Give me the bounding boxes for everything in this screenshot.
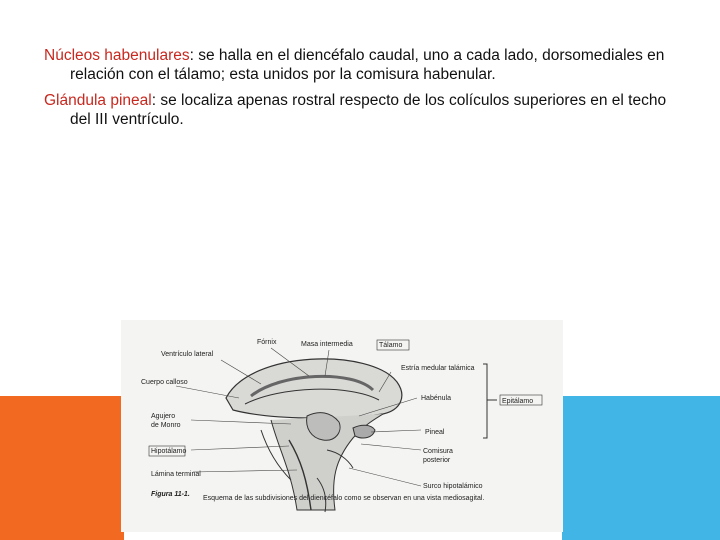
- diencephalon-figure: [121, 320, 563, 532]
- label-agujero: Agujero: [151, 413, 176, 420]
- figure-caption-label: Figura 11-1.: [151, 491, 190, 498]
- text-block: [44, 46, 684, 136]
- label-estria: Estría medular talámica: [401, 365, 475, 372]
- paragraph-pineal-text: : se localiza apenas rostral respecto de los colículos superiores en el techo del III ventrículo.: [70, 92, 667, 128]
- blue-accent-block: [562, 396, 720, 540]
- label-epitalamo: Epitálamo: [502, 398, 534, 405]
- figure-caption-text: Esquema de las subdivisiones del diencéfalo como se observan en una vista mediosagital.: [203, 495, 485, 502]
- term-pineal: Glándula pineal: [44, 92, 152, 109]
- label-de-monro: de Monro: [151, 422, 181, 429]
- label-pineal: Pineal: [425, 429, 445, 436]
- paragraph-pineal: [44, 91, 684, 129]
- paragraph-habenular: [44, 46, 684, 84]
- paragraph-habenular-text: : se halla en el diencéfalo caudal, uno a cada lado, dorsomediales en relación con el tálamo; esta unidos por la comisura habenular.: [70, 47, 665, 83]
- label-habenula: Habénula: [421, 395, 451, 402]
- label-posterior: posterior: [423, 457, 451, 464]
- diencephalon-diagram: [121, 320, 563, 532]
- label-hipotalamo: Hipotálamo: [151, 448, 187, 455]
- label-lamina-terminal: Lámina terminal: [151, 471, 201, 478]
- label-fornix: Fórnix: [257, 339, 277, 346]
- label-comisura: Comisura: [423, 448, 453, 455]
- label-ventriculo-lateral: Ventrículo lateral: [161, 351, 214, 358]
- label-surco: Surco hipotalámico: [423, 483, 483, 490]
- orange-accent-block: [0, 396, 124, 540]
- label-cuerpo-calloso: Cuerpo calloso: [141, 379, 188, 386]
- term-habenular: Núcleos habenulares: [44, 47, 190, 64]
- label-masa-intermedia: Masa intermedia: [301, 341, 353, 348]
- label-talamo: Tálamo: [379, 342, 403, 349]
